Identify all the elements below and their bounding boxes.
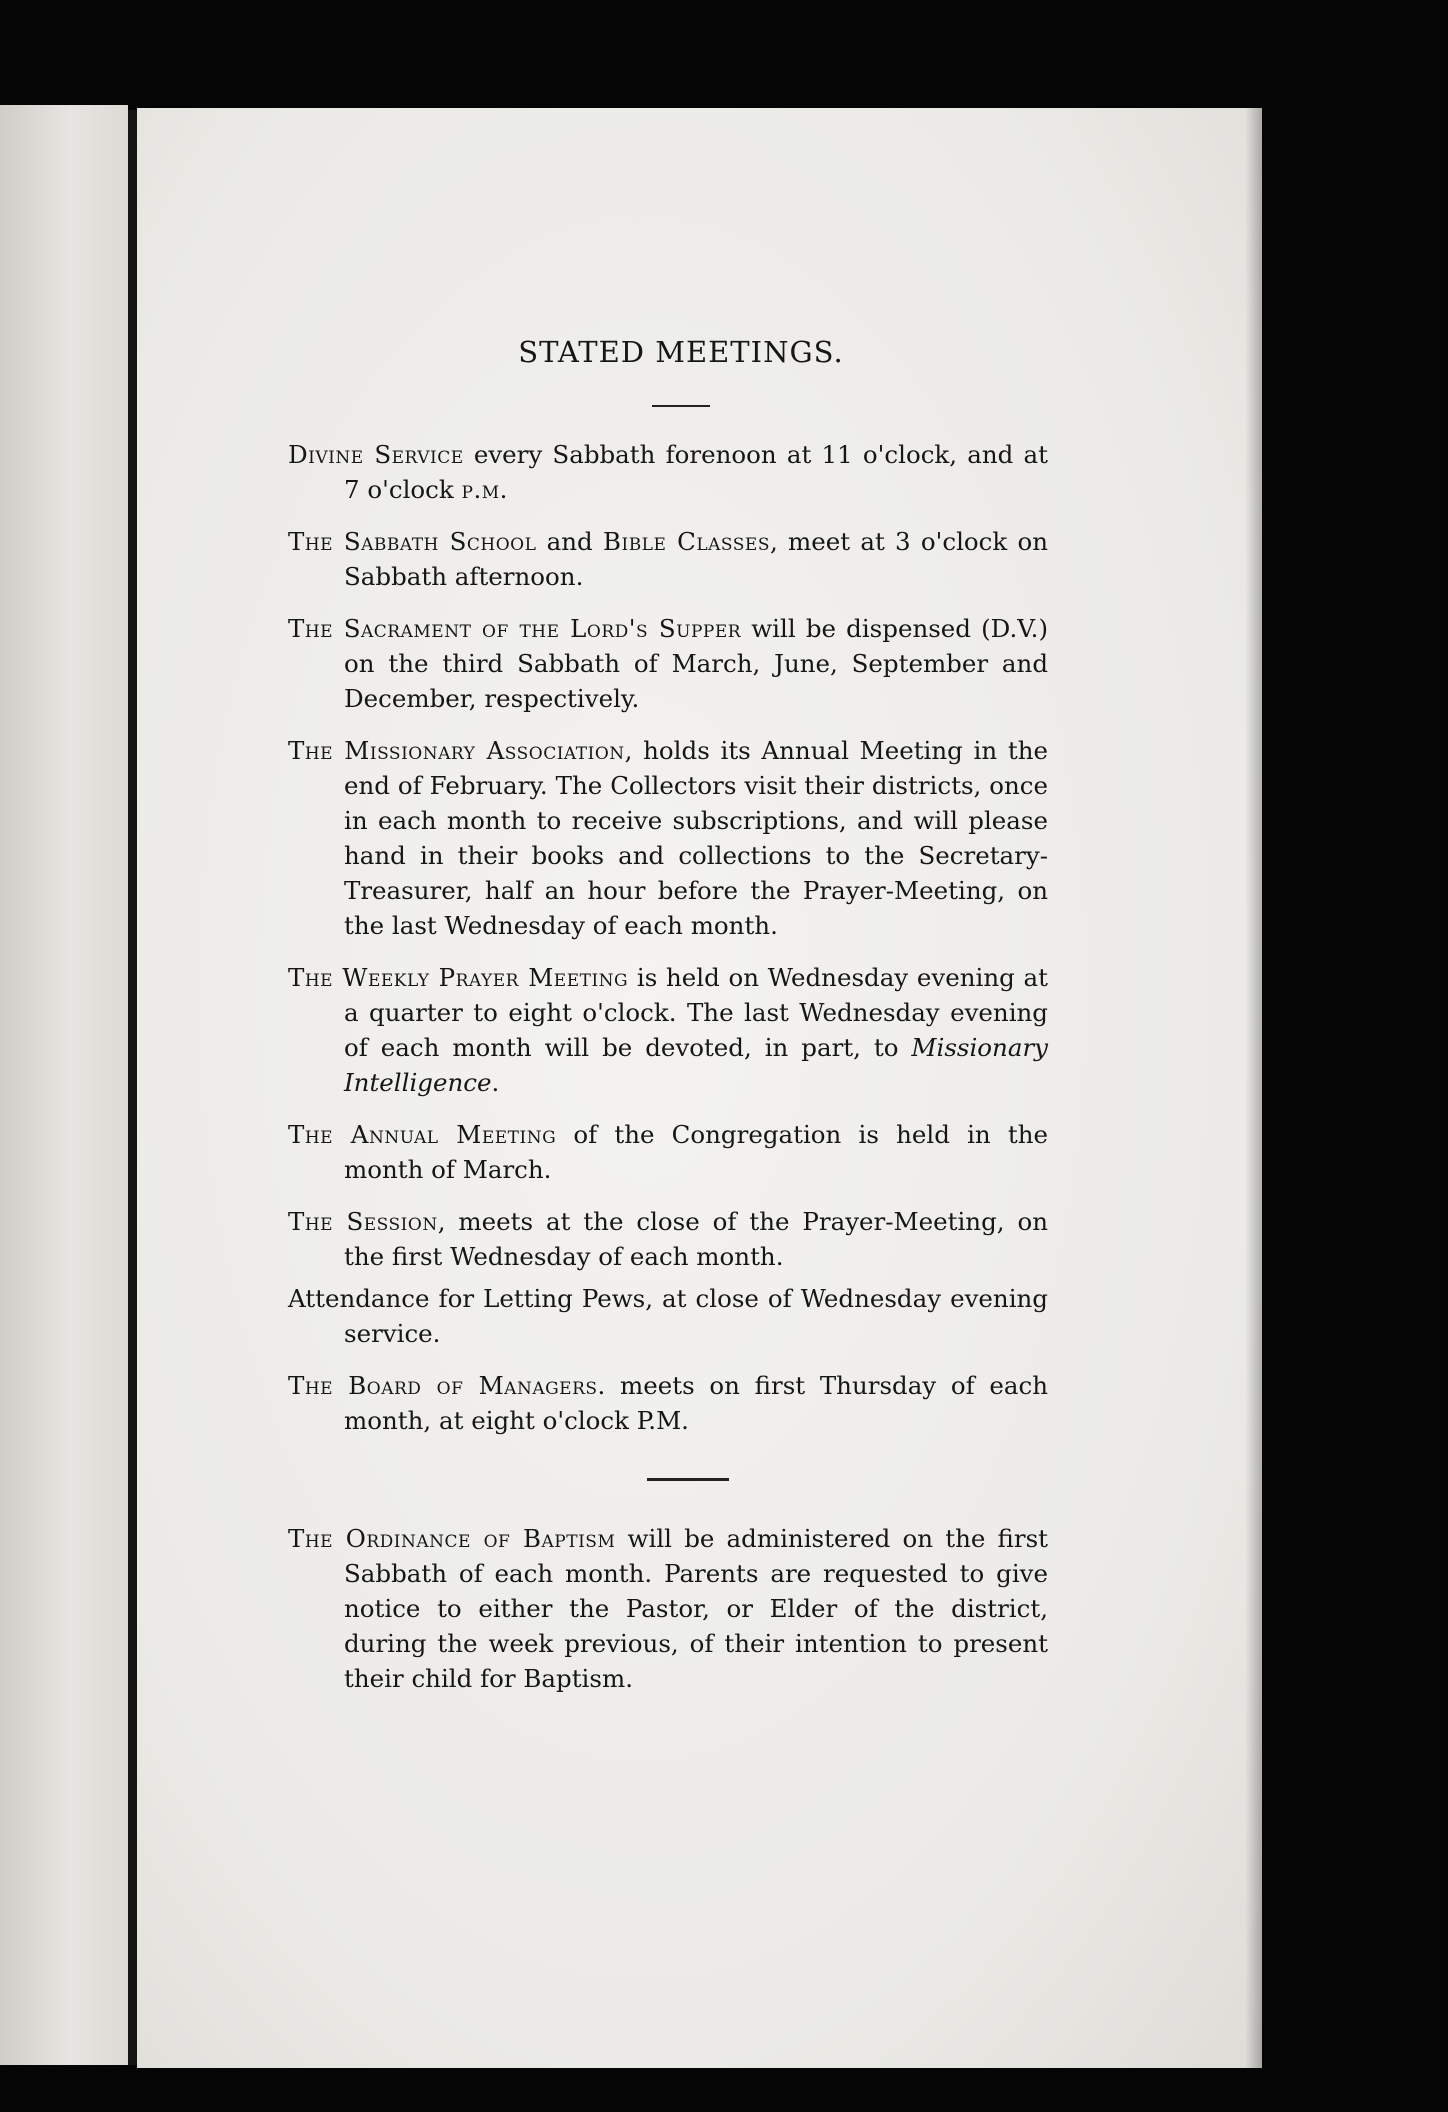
entry-lead: The Weekly Prayer Meeting xyxy=(288,963,629,992)
section-rule xyxy=(647,1478,729,1481)
entry-letting-pews xyxy=(288,1281,1048,1351)
entry-text: . meets on first Thursday of each month, at eight o'clock P.M. xyxy=(344,1371,1048,1435)
entry-missionary-association xyxy=(288,733,1048,943)
entry-text: , meets at the close of the Prayer-Meeting, on the first Wednesday of each month. xyxy=(344,1207,1048,1271)
entry-lead: The Board of Managers xyxy=(288,1371,598,1400)
entry-baptism xyxy=(288,1521,1048,1696)
entry-board-of-managers xyxy=(288,1368,1048,1438)
entry-lead: The Session xyxy=(288,1207,438,1236)
entry-text: is held on Wednesday evening at a quarter to eight o'clock. The last Wednesday evening of each month will be devoted, in part, to xyxy=(344,963,1048,1062)
entry-italic: Missionary Intelligence xyxy=(344,1033,1048,1097)
page-content xyxy=(288,335,1048,1713)
page-fold xyxy=(128,110,137,2065)
entry-text: will be dispensed (D.V.) on the third Sabbath of March, June, September and December, respectively. xyxy=(344,614,1048,713)
entry-lead: The Sabbath School xyxy=(288,527,537,556)
previous-page-edge xyxy=(0,105,128,2065)
entry-text: every Sabbath forenoon at 11 o'clock, and at 7 o'clock xyxy=(344,440,1048,504)
entry-text: , holds its Annual Meeting in the end of February. The Collectors visit their districts, once in each month to receive subscriptions, and will please hand in their books and collections to the Secretary-Treasurer, half an hour before the Prayer-Meeting, on the last Wednesday of each month. xyxy=(344,736,1048,940)
entry-lead: The Sacrament of the Lord's Supper xyxy=(288,614,742,643)
entry-sabbath-school xyxy=(288,524,1048,594)
entry-text: of the Congregation is held in the month of March. xyxy=(344,1120,1048,1184)
entry-annual-meeting xyxy=(288,1117,1048,1187)
entry-lead: The Missionary Association xyxy=(288,736,625,765)
page-edge-shadow xyxy=(1245,108,1262,2068)
entry-text: Attendance for Letting Pews, at close of Wednesday evening service. xyxy=(288,1284,1048,1348)
entry-lead-2: Bible Classes xyxy=(602,527,770,556)
entry-lead: The Annual Meeting xyxy=(288,1120,557,1149)
entry-divine-service xyxy=(288,437,1048,507)
entry-session xyxy=(288,1204,1048,1274)
entry-text: , meet at 3 o'clock on Sabbath afternoon. xyxy=(344,527,1048,591)
meetings-list xyxy=(288,437,1048,1438)
entry-tail: p.m. xyxy=(461,475,508,504)
page-title: STATED MEETINGS. xyxy=(518,335,844,369)
entry-end: . xyxy=(491,1068,500,1097)
entry-weekly-prayer-meeting xyxy=(288,960,1048,1100)
entry-text: will be administered on the first Sabbath of each month. Parents are requested to give notice to either the Pastor, or Elder of the district, during the week previous, of their intention to present their child for Baptism. xyxy=(344,1524,1048,1693)
entry-lead: Divine Service xyxy=(288,440,464,469)
entry-lead: The Ordinance of Baptism xyxy=(288,1524,616,1553)
entry-mid: and xyxy=(536,527,603,556)
title-rule xyxy=(652,405,710,407)
entry-sacrament xyxy=(288,611,1048,716)
